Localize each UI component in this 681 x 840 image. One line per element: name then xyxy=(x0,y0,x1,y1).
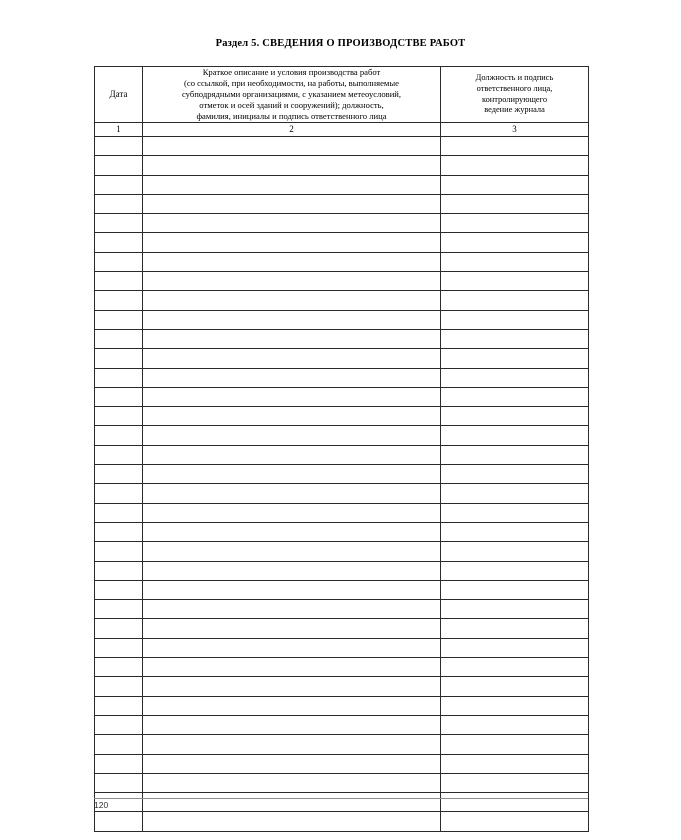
table-cell-date[interactable] xyxy=(95,426,143,445)
table-cell-date[interactable] xyxy=(95,407,143,426)
table-row xyxy=(95,329,589,348)
table-cell-date[interactable] xyxy=(95,291,143,310)
table-cell-signature[interactable] xyxy=(441,542,589,561)
column-number-2: 2 xyxy=(143,123,441,137)
table-cell-description[interactable] xyxy=(143,658,441,677)
column-number-1: 1 xyxy=(95,123,143,137)
table-cell-signature[interactable] xyxy=(441,677,589,696)
table-cell-description[interactable] xyxy=(143,291,441,310)
table-row xyxy=(95,233,589,252)
journal-table-container xyxy=(94,66,588,832)
table-cell-description[interactable] xyxy=(143,445,441,464)
table-cell-description[interactable] xyxy=(143,387,441,406)
table-header xyxy=(95,67,589,137)
table-cell-description[interactable] xyxy=(143,407,441,426)
table-row xyxy=(95,542,589,561)
table-cell-signature[interactable] xyxy=(441,252,589,271)
table-cell-date[interactable] xyxy=(95,252,143,271)
column-header-description-line-3: субподрядными организациями, с указанием метеоусловий, xyxy=(181,89,402,99)
table-cell-signature[interactable] xyxy=(441,638,589,657)
table-cell-description[interactable] xyxy=(143,522,441,541)
column-number-3: 3 xyxy=(441,123,589,137)
table-row xyxy=(95,522,589,541)
table-row xyxy=(95,754,589,773)
table-cell-description[interactable] xyxy=(143,503,441,522)
table-cell-signature[interactable] xyxy=(441,194,589,213)
table-cell-signature[interactable] xyxy=(441,445,589,464)
table-cell-description[interactable] xyxy=(143,542,441,561)
table-row xyxy=(95,677,589,696)
table-row xyxy=(95,387,589,406)
column-header-description-line-2: (со ссылкой, при необходимости, на работы, выполняемые xyxy=(184,78,399,88)
column-header-date xyxy=(95,67,143,123)
table-cell-signature[interactable] xyxy=(441,407,589,426)
table-cell-date[interactable] xyxy=(95,561,143,580)
table-cell-date[interactable] xyxy=(95,368,143,387)
table-cell-date[interactable] xyxy=(95,696,143,715)
table-cell-signature[interactable] xyxy=(441,291,589,310)
table-row xyxy=(95,812,589,831)
table-cell-signature[interactable] xyxy=(441,329,589,348)
table-cell-signature[interactable] xyxy=(441,658,589,677)
table-cell-date[interactable] xyxy=(95,137,143,156)
table-row xyxy=(95,561,589,580)
column-header-signature-line-2: ответственного лица, xyxy=(476,83,553,93)
table-cell-description[interactable] xyxy=(143,310,441,329)
column-header-description-line-4: отметок и осей зданий и сооружений); должность, xyxy=(199,100,384,110)
table-cell-description[interactable] xyxy=(143,465,441,484)
table-row xyxy=(95,600,589,619)
table-cell-date[interactable] xyxy=(95,503,143,522)
table-cell-date[interactable] xyxy=(95,156,143,175)
table-row xyxy=(95,272,589,291)
table-cell-description[interactable] xyxy=(143,233,441,252)
table-row xyxy=(95,503,589,522)
table-row xyxy=(95,407,589,426)
table-cell-signature[interactable] xyxy=(441,522,589,541)
table-row xyxy=(95,638,589,657)
table-cell-description[interactable] xyxy=(143,272,441,291)
table-cell-date[interactable] xyxy=(95,194,143,213)
table-cell-description[interactable] xyxy=(143,735,441,754)
table-cell-date[interactable] xyxy=(95,329,143,348)
table-cell-signature[interactable] xyxy=(441,272,589,291)
table-body xyxy=(95,137,589,832)
journal-table xyxy=(94,66,589,832)
table-cell-date[interactable] xyxy=(95,214,143,233)
table-cell-signature[interactable] xyxy=(441,812,589,831)
table-cell-signature[interactable] xyxy=(441,310,589,329)
table-cell-signature[interactable] xyxy=(441,233,589,252)
table-row xyxy=(95,580,589,599)
table-row xyxy=(95,658,589,677)
table-cell-date[interactable] xyxy=(95,349,143,368)
page-title: Раздел 5. СВЕДЕНИЯ О ПРОИЗВОДСТВЕ РАБОТ xyxy=(215,38,466,49)
table-cell-date[interactable] xyxy=(95,465,143,484)
table-cell-signature[interactable] xyxy=(441,793,589,812)
table-row xyxy=(95,214,589,233)
table-row xyxy=(95,715,589,734)
table-cell-date[interactable] xyxy=(95,310,143,329)
table-cell-description[interactable] xyxy=(143,561,441,580)
column-header-date-line-1: Дата xyxy=(109,88,128,99)
table-row xyxy=(95,137,589,156)
table-row xyxy=(95,735,589,754)
page-number: 120 xyxy=(94,800,109,810)
table-cell-signature[interactable] xyxy=(441,426,589,445)
table-cell-date[interactable] xyxy=(95,735,143,754)
table-row xyxy=(95,619,589,638)
table-cell-signature[interactable] xyxy=(441,214,589,233)
table-cell-signature[interactable] xyxy=(441,754,589,773)
table-cell-description[interactable] xyxy=(143,252,441,271)
table-cell-signature[interactable] xyxy=(441,619,589,638)
table-row xyxy=(95,368,589,387)
table-cell-description[interactable] xyxy=(143,812,441,831)
table-cell-date[interactable] xyxy=(95,754,143,773)
table-cell-description[interactable] xyxy=(143,368,441,387)
table-cell-description[interactable] xyxy=(143,175,441,194)
table-cell-date[interactable] xyxy=(95,638,143,657)
table-cell-signature[interactable] xyxy=(441,773,589,792)
table-cell-description[interactable] xyxy=(143,696,441,715)
table-row xyxy=(95,773,589,792)
table-cell-description[interactable] xyxy=(143,214,441,233)
table-cell-date[interactable] xyxy=(95,542,143,561)
table-cell-description[interactable] xyxy=(143,426,441,445)
table-row xyxy=(95,252,589,271)
table-row xyxy=(95,291,589,310)
table-cell-date[interactable] xyxy=(95,580,143,599)
table-cell-date[interactable] xyxy=(95,715,143,734)
table-cell-signature[interactable] xyxy=(441,137,589,156)
table-row xyxy=(95,310,589,329)
column-header-description-line-5: фамилия, инициалы и подпись ответственного лица xyxy=(196,111,387,121)
table-cell-description[interactable] xyxy=(143,580,441,599)
table-row xyxy=(95,349,589,368)
table-cell-date[interactable] xyxy=(95,600,143,619)
table-cell-description[interactable] xyxy=(143,156,441,175)
table-cell-signature[interactable] xyxy=(441,580,589,599)
table-row xyxy=(95,445,589,464)
table-cell-signature[interactable] xyxy=(441,175,589,194)
table-cell-description[interactable] xyxy=(143,137,441,156)
table-cell-signature[interactable] xyxy=(441,156,589,175)
table-cell-signature[interactable] xyxy=(441,387,589,406)
table-row xyxy=(95,194,589,213)
table-cell-date[interactable] xyxy=(95,522,143,541)
table-cell-date[interactable] xyxy=(95,484,143,503)
table-cell-date[interactable] xyxy=(95,658,143,677)
column-header-description-line-1: Краткое описание и условия производства работ xyxy=(202,67,381,77)
table-cell-signature[interactable] xyxy=(441,349,589,368)
column-header-signature xyxy=(441,67,589,123)
table-cell-description[interactable] xyxy=(143,677,441,696)
footer-divider xyxy=(94,798,588,799)
table-cell-date[interactable] xyxy=(95,773,143,792)
table-cell-signature[interactable] xyxy=(441,696,589,715)
table-cell-signature[interactable] xyxy=(441,484,589,503)
table-cell-date[interactable] xyxy=(95,272,143,291)
table-row xyxy=(95,175,589,194)
table-cell-date[interactable] xyxy=(95,812,143,831)
table-cell-signature[interactable] xyxy=(441,368,589,387)
table-cell-date[interactable] xyxy=(95,387,143,406)
column-header-signature-line-4: ведение журнала xyxy=(484,105,545,115)
table-cell-signature[interactable] xyxy=(441,561,589,580)
table-cell-description[interactable] xyxy=(143,793,441,812)
table-cell-description[interactable] xyxy=(143,484,441,503)
table-cell-description[interactable] xyxy=(143,349,441,368)
column-header-description xyxy=(143,67,441,123)
table-cell-description[interactable] xyxy=(143,715,441,734)
table-cell-description[interactable] xyxy=(143,638,441,657)
table-row xyxy=(95,465,589,484)
table-cell-description[interactable] xyxy=(143,194,441,213)
table-cell-date[interactable] xyxy=(95,175,143,194)
column-number-row xyxy=(95,123,589,137)
table-cell-description[interactable] xyxy=(143,754,441,773)
column-header-signature-line-1: Должность и подпись xyxy=(475,73,554,82)
table-row xyxy=(95,793,589,812)
table-row xyxy=(95,696,589,715)
table-row xyxy=(95,426,589,445)
table-cell-signature[interactable] xyxy=(441,465,589,484)
table-header-row xyxy=(95,67,589,123)
table-cell-signature[interactable] xyxy=(441,600,589,619)
table-cell-description[interactable] xyxy=(143,600,441,619)
table-cell-date[interactable] xyxy=(95,445,143,464)
table-row xyxy=(95,156,589,175)
table-cell-description[interactable] xyxy=(143,773,441,792)
table-row xyxy=(95,484,589,503)
table-cell-signature[interactable] xyxy=(441,735,589,754)
table-cell-date[interactable] xyxy=(95,619,143,638)
table-cell-signature[interactable] xyxy=(441,715,589,734)
table-cell-description[interactable] xyxy=(143,329,441,348)
table-cell-description[interactable] xyxy=(143,619,441,638)
table-cell-date[interactable] xyxy=(95,677,143,696)
table-cell-date[interactable] xyxy=(95,233,143,252)
column-header-signature-line-3: контролирующего xyxy=(481,94,548,104)
table-cell-signature[interactable] xyxy=(441,503,589,522)
